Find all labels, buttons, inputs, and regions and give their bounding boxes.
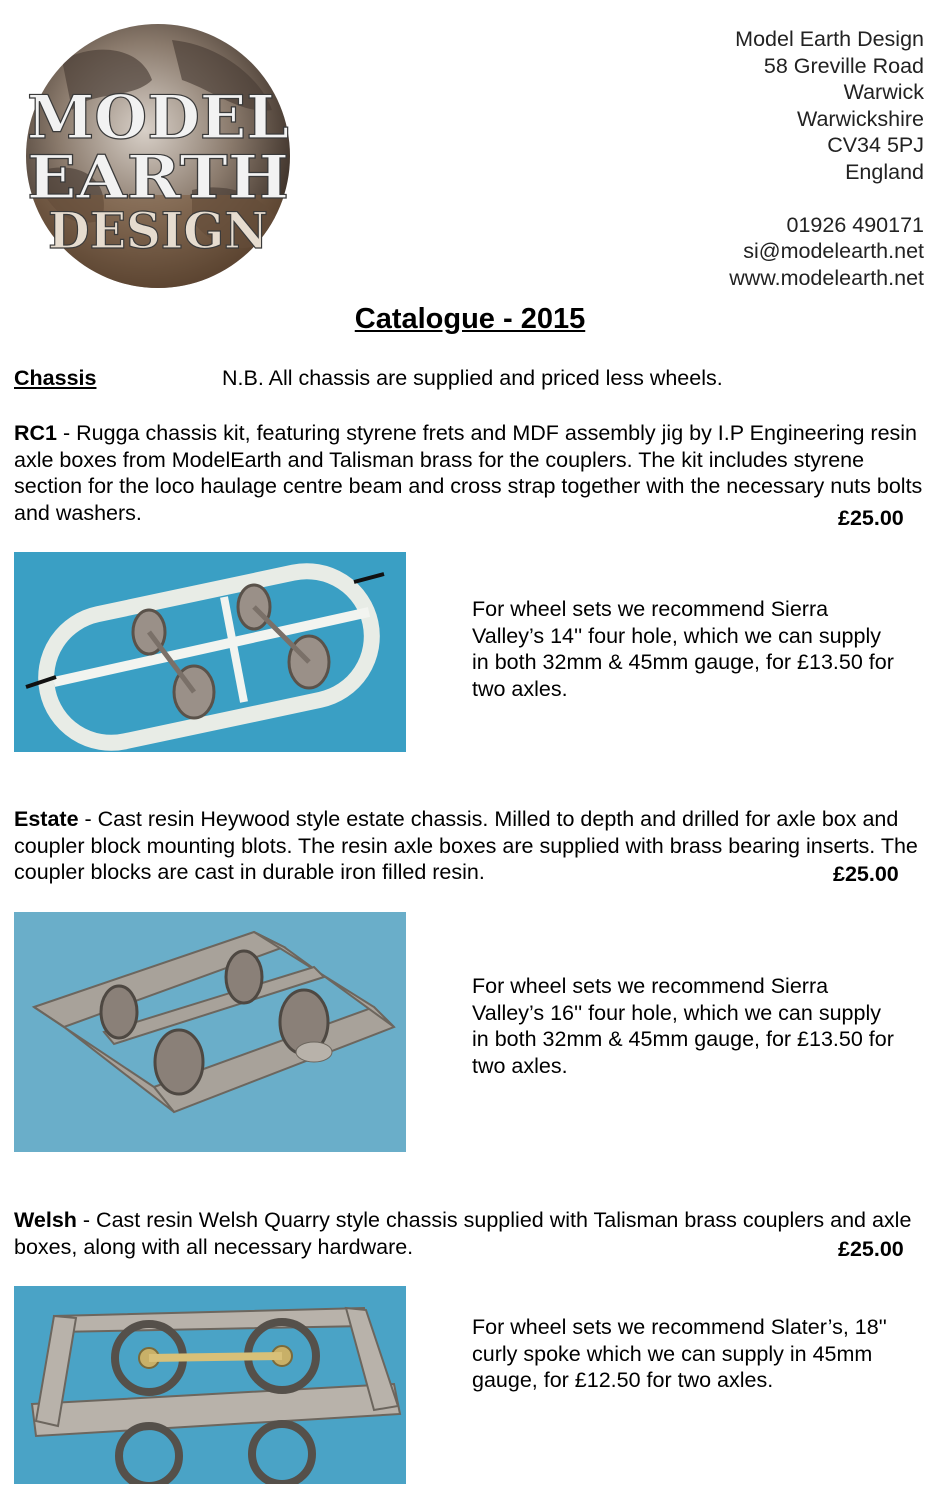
address-country: England (845, 159, 924, 184)
address-street: 58 Greville Road (763, 53, 924, 78)
product-text: - Rugga chassis kit, featuring styrene frets and MDF assembly jig by I.P Engineering resin axle boxes from ModelEarth and Talisman brass for the couplers. The kit includes styrene section for the loco haulage centre beam and cross strap together with the necessary nuts bolts and washers. (14, 421, 923, 525)
page-title: Catalogue - 2015 (354, 303, 586, 335)
product-text: - Cast resin Welsh Quarry style chassis supplied with Talisman brass couplers and axle boxes, along with all necessary hardware. (14, 1208, 912, 1259)
logo-line-design: DESIGN (48, 201, 268, 260)
product-description-welsh (14, 1207, 924, 1260)
wheel-recommendation-welsh: For wheel sets we recommend Slater’s, 18'' curly spoke which we can supply in 45mm gauge, for £12.50 for two axles. (472, 1315, 887, 1392)
product-photo-estate (14, 912, 406, 1152)
company-name: Model Earth Design (735, 27, 924, 51)
address-postcode: CV34 5PJ (827, 133, 924, 157)
globe-logo-icon (22, 20, 294, 292)
product-price: £25.00 (833, 862, 899, 886)
section-heading-chassis: Chassis (14, 366, 97, 390)
product-price: £25.00 (838, 1237, 904, 1261)
wheel-recommendation-estate: For wheel sets we recommend Sierra Valley’s 16'' four hole, which we can supply in both 32mm & 45mm gauge, for £13.50 for two axles. (472, 974, 894, 1078)
company-logo (22, 20, 294, 292)
wheel-recommendation-rc1: For wheel sets we recommend Sierra Valley’s 14'' four hole, which we can supply in both 32mm & 45mm gauge, for £13.50 for two axles. (472, 597, 894, 701)
product-description-estate (14, 806, 924, 886)
contact-address (604, 26, 924, 291)
product-photo-rc1 (14, 552, 406, 752)
address-county: Warwickshire (796, 106, 924, 131)
product-code: RC1 (14, 421, 58, 445)
logo-line-earth: EARTH (27, 143, 289, 213)
product-code: Estate (14, 807, 79, 831)
phone-number: 01926 490171 (786, 212, 924, 237)
address-town: Warwick (843, 80, 924, 104)
email-address[interactable]: si@modelearth.net (743, 239, 924, 263)
logo-line-model: MODEL (27, 83, 289, 153)
product-description-rc1 (14, 420, 924, 526)
chassis-note: N.B. All chassis are supplied and priced less wheels. (222, 366, 723, 390)
product-photo-welsh (14, 1286, 406, 1484)
website-link[interactable]: www.modelearth.net (729, 265, 924, 290)
product-code: Welsh (14, 1208, 77, 1232)
product-price: £25.00 (838, 506, 904, 530)
product-text: - Cast resin Heywood style estate chassis. Milled to depth and drilled for axle box and coupler block mounting blots. The resin axle boxes are supplied with brass bearing inserts. The coupler blocks are cast in durable iron filled resin. (14, 807, 918, 884)
address-gap (604, 185, 924, 212)
